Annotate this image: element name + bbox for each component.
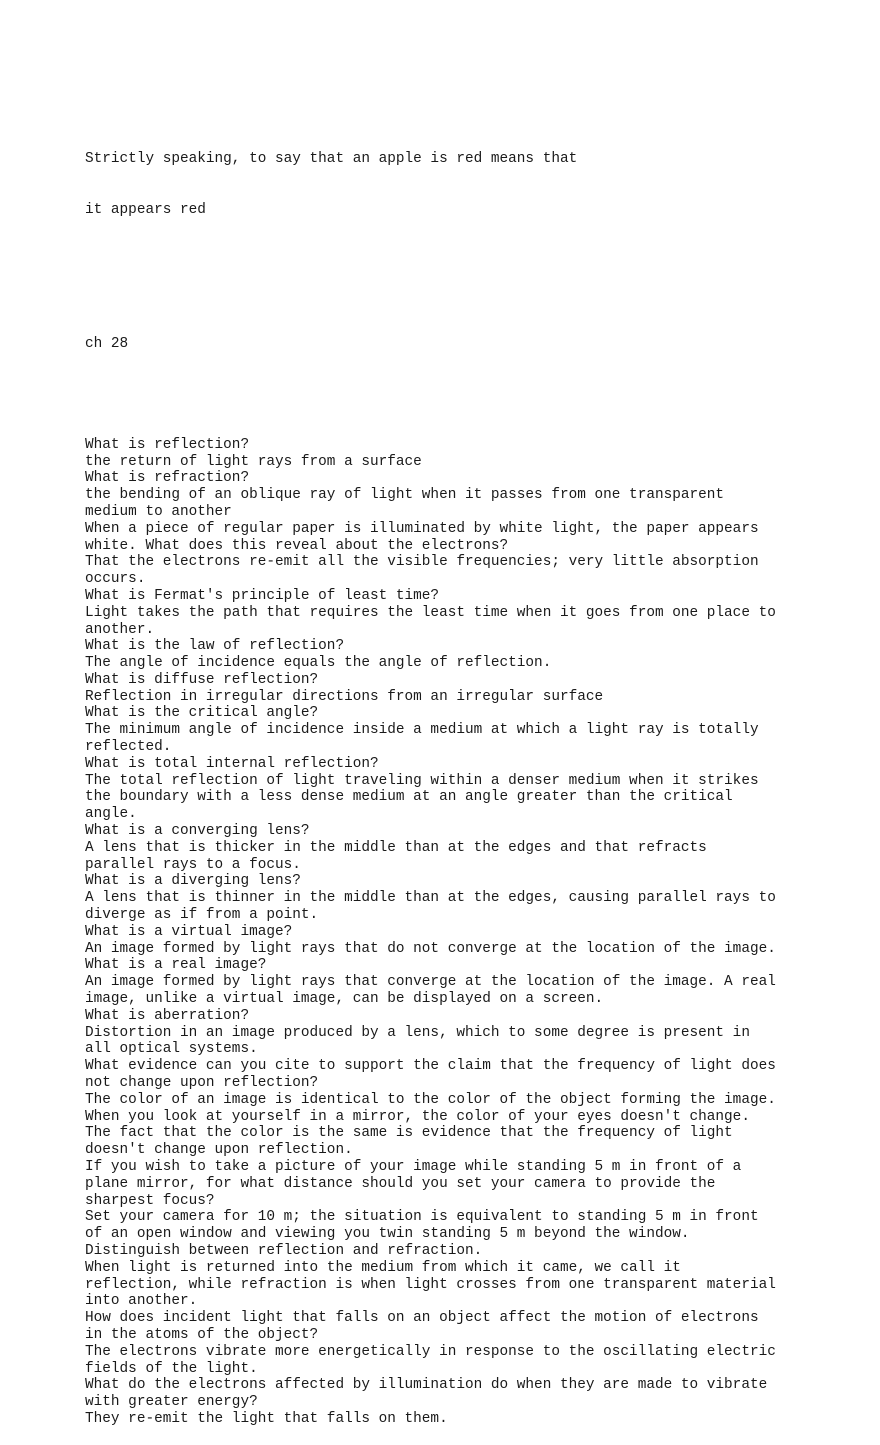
text-line: the bending of an oblique ray of light when it passes from one transparent <box>85 487 725 504</box>
text-line: white. What does this reveal about the electrons? <box>85 537 509 554</box>
text-line: The total reflection of light traveling within a denser medium when it strikes <box>85 772 759 789</box>
text-line: the boundary with a less dense medium at an angle greater than the critical <box>85 789 733 806</box>
text-line: A lens that is thinner in the middle than at the edges, causing parallel rays to <box>85 890 776 907</box>
text-line: What do the electrons affected by illumination do when they are made to vibrate <box>85 1377 768 1394</box>
text-line: Set your camera for 10 m; the situation is equivalent to standing 5 m in front <box>85 1209 759 1226</box>
text-line: That the electrons re-emit all the visible frequencies; very little absorption <box>85 554 759 571</box>
text-line: What is the critical angle? <box>85 705 319 722</box>
text-line: medium to another <box>85 503 232 520</box>
text-line: What is reflection? <box>85 436 250 453</box>
text-line: sharpest focus? <box>85 1192 215 1209</box>
text-line: Light takes the path that requires the least time when it goes from one place to <box>85 604 776 621</box>
text-line: of an open window and viewing you twin standing 5 m beyond the window. <box>85 1226 690 1243</box>
text-line: in the atoms of the object? <box>85 1326 319 1343</box>
text-line: doesn't change upon reflection. <box>85 1142 353 1159</box>
intro-block <box>85 118 845 252</box>
text-line: An image formed by light rays that do not converge at the location of the image. <box>85 940 776 957</box>
blank-line <box>85 286 845 303</box>
text-line: What is a converging lens? <box>85 823 310 840</box>
text-line: What is a virtual image? <box>85 923 293 940</box>
chapter-heading: ch 28 <box>85 335 129 352</box>
text-line: another. <box>85 621 155 638</box>
text-line: What is Fermat's principle of least time? <box>85 587 440 604</box>
qa-body <box>85 437 845 1428</box>
text-line: The minimum angle of incidence inside a medium at which a light ray is totally <box>85 722 759 739</box>
text-line: not change upon reflection? <box>85 1075 319 1092</box>
text-line: diverge as if from a point. <box>85 907 319 924</box>
text-line: The color of an image is identical to the color of the object forming the image. <box>85 1091 776 1108</box>
text-line: reflected. <box>85 739 172 756</box>
text-line: An image formed by light rays that converge at the location of the image. A real <box>85 974 776 991</box>
text-line: with greater energy? <box>85 1394 258 1411</box>
text-line: If you wish to take a picture of your image while standing 5 m in front of a <box>85 1159 742 1175</box>
text-line: Distortion in an image produced by a lens, which to some degree is present in <box>85 1024 750 1041</box>
text-line: parallel rays to a focus. <box>85 856 301 873</box>
text-line: plane mirror, for what distance should you set your camera to provide the <box>85 1175 716 1192</box>
text-line: What is aberration? <box>85 1007 250 1024</box>
text-line: The electrons vibrate more energetically in response to the oscillating electric <box>85 1343 776 1360</box>
text-line: The fact that the color is the same is evidence that the frequency of light <box>85 1125 733 1142</box>
document-page <box>85 84 845 1445</box>
text-line: They re-emit the light that falls on them. <box>85 1410 448 1427</box>
text-line: The angle of incidence equals the angle of reflection. <box>85 655 552 672</box>
text-line: What is the law of reflection? <box>85 638 345 655</box>
blank-line <box>85 386 845 403</box>
text-line: angle. <box>85 806 137 823</box>
text-line: When you look at yourself in a mirror, the color of your eyes doesn't change. <box>85 1108 750 1125</box>
text-line: When light is returned into the medium from which it came, we call it <box>85 1259 681 1276</box>
text-line: What is refraction? <box>85 470 250 487</box>
text-line: How does incident light that falls on an object affect the motion of electrons <box>85 1310 759 1327</box>
text-line: Reflection in irregular directions from an irregular surface <box>85 688 604 705</box>
text-line: What is diffuse reflection? <box>85 671 319 688</box>
text-line: A lens that is thicker in the middle than at the edges and that refracts <box>85 839 707 856</box>
text-line: reflection, while refraction is when light crosses from one transparent material <box>85 1276 776 1293</box>
intro-line: it appears red <box>85 201 206 218</box>
text-line: What is a diverging lens? <box>85 873 301 890</box>
text-line: What is a real image? <box>85 957 267 974</box>
text-line: What evidence can you cite to support the claim that the frequency of light does <box>85 1058 776 1075</box>
text-line: What is total internal reflection? <box>85 755 379 772</box>
text-line: into another. <box>85 1293 198 1310</box>
text-line: image, unlike a virtual image, can be displayed on a screen. <box>85 991 604 1008</box>
intro-line: Strictly speaking, to say that an apple is red means that <box>85 151 578 168</box>
text-line: the return of light rays from a surface <box>85 453 422 470</box>
text-line: When a piece of regular paper is illuminated by white light, the paper appears <box>85 520 759 537</box>
text-line: occurs. <box>85 571 146 588</box>
text-line: all optical systems. <box>85 1041 258 1058</box>
text-line: fields of the light. <box>85 1360 258 1377</box>
text-line: Distinguish between reflection and refraction. <box>85 1242 483 1259</box>
